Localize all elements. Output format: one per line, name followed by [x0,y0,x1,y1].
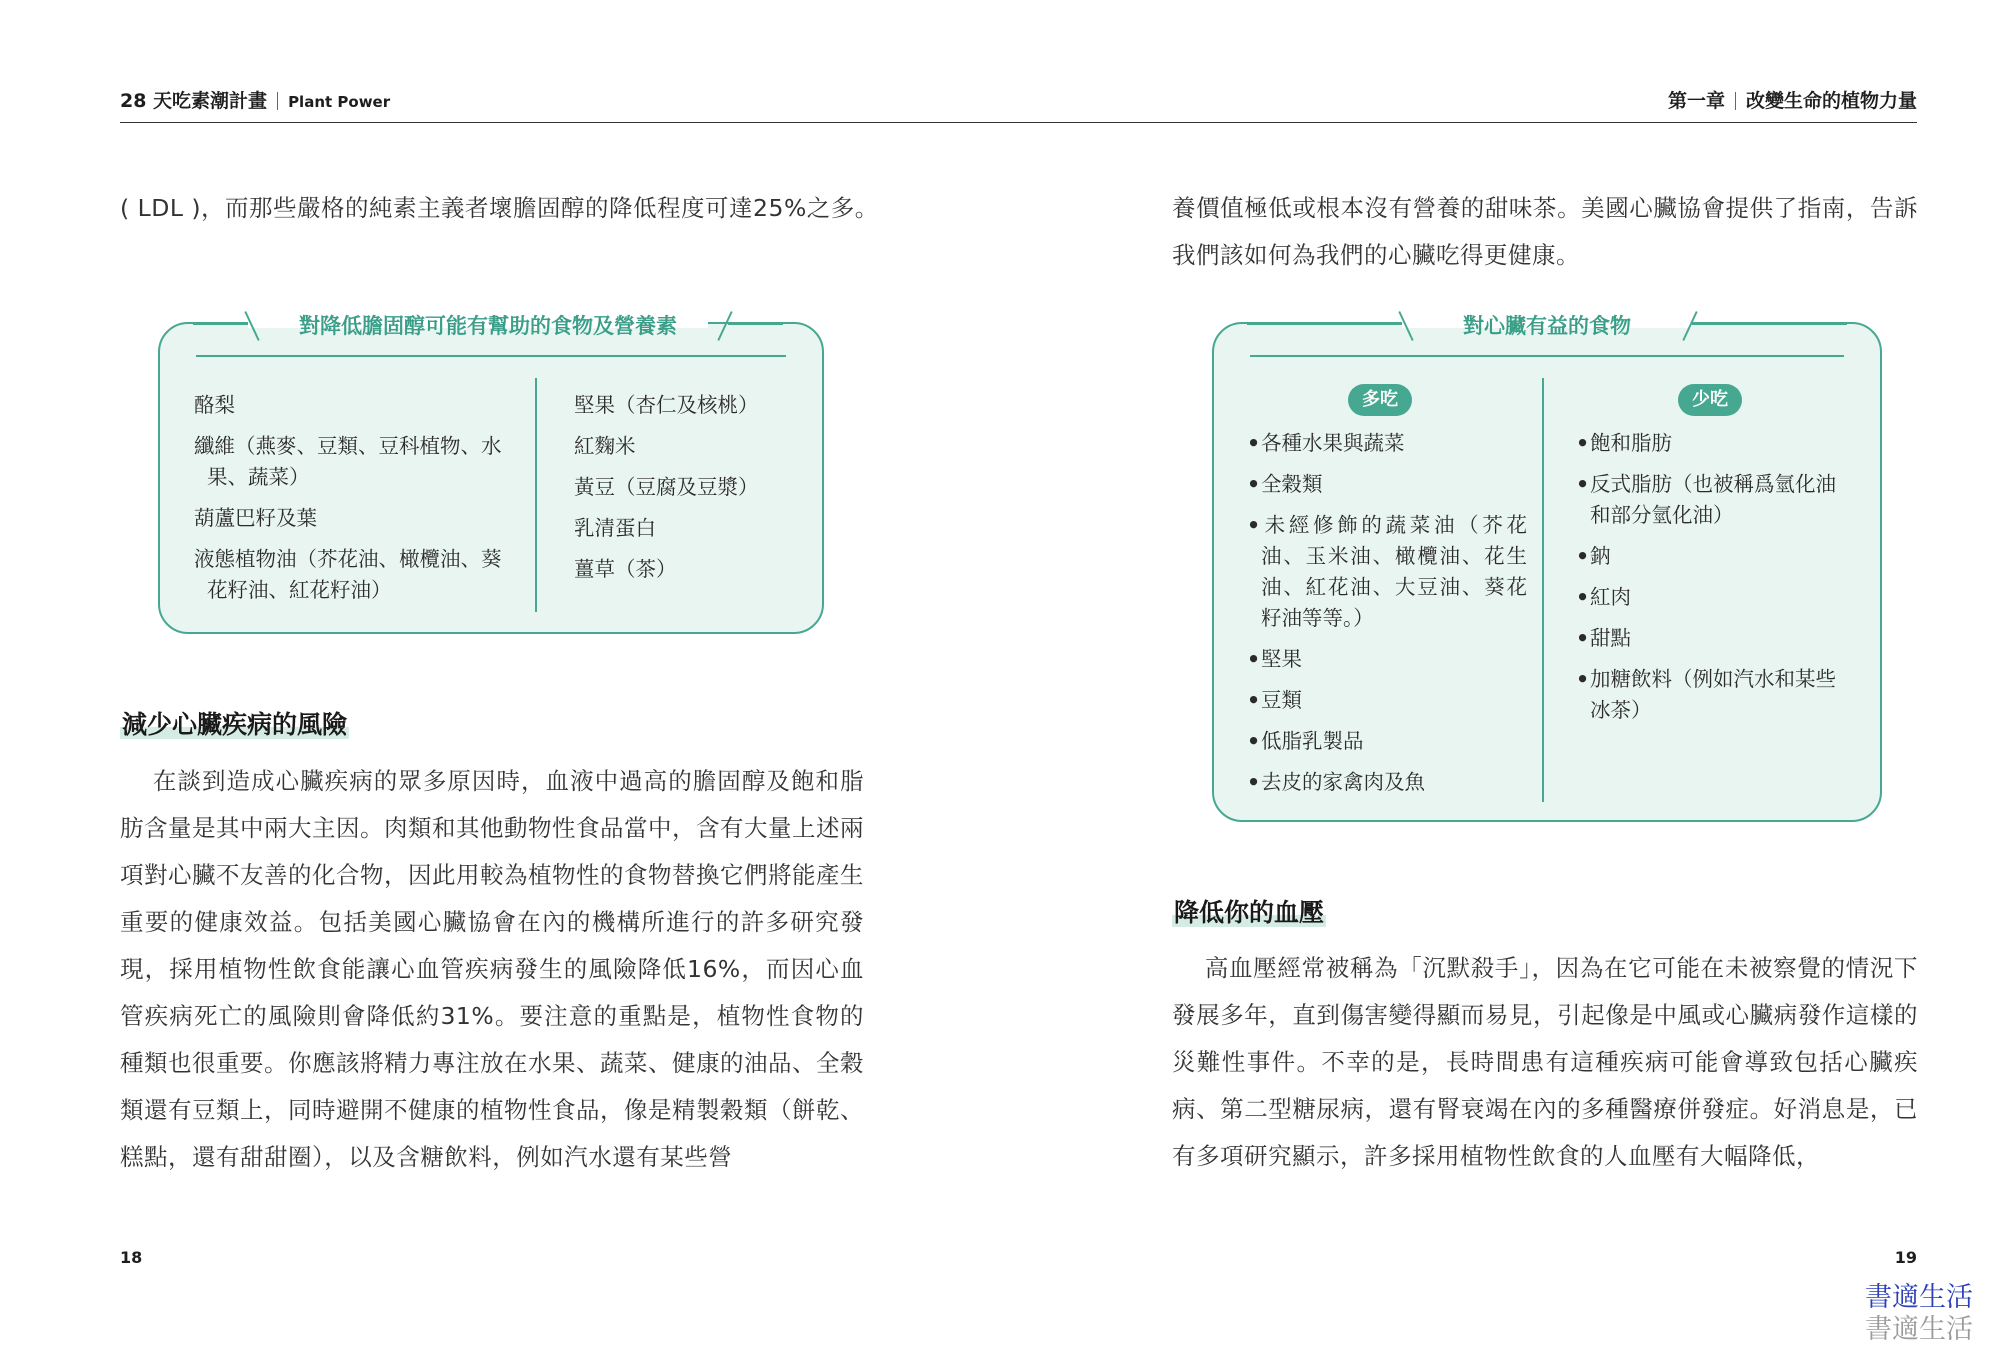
header-rule [120,122,1917,123]
list-item: 葫蘆巴籽及葉 [194,506,317,530]
list-item: 薑草（茶） [574,557,677,581]
left-intro-line: ( LDL )，而那些嚴格的純素主義者壞膽固醇的降低程度可達25%之多。 [120,194,879,222]
box-column-divider [535,378,537,612]
list-item: • 各種水果與蔬菜 [1247,428,1527,459]
list-item: • 去皮的家禽肉及魚 [1247,767,1527,798]
box-underline [196,355,786,357]
box-column-right [574,390,804,595]
list-item: • 甜點 [1576,623,1856,654]
running-header-left [120,86,390,113]
publisher-watermark [1865,1282,1973,1346]
box-underline [1250,355,1844,357]
list-item: • 豆類 [1247,685,1527,716]
left-body-paragraph: 在談到造成心臟疾病的眾多原因時，血液中過高的膽固醇及飽和脂肪含量是其中兩大主因。肉類和其他動物性食品當中，含有大量上述兩項對心臟不友善的化合物，因此用較為植物性的食物替換它們將能產生重要的健康效益。包括美國心臟協會在內的機構所進行的許多研究發現，採用植物性飲食能讓心血管疾病發生的風險降低16%，而因心血管疾病死亡的風險則會降低約31%。要注意的重點是，植物性食物的種類也很重要。你應該將精力專注放在水果、蔬菜、健康的油品、全穀類還有豆類上，同時避開不健康的植物性食品，像是精製穀類（餅乾、糕點，還有甜甜圈），以及含糖飲料，例如汽水還有某些營 [120,767,864,1171]
box-column-divider [1542,378,1544,802]
chapter-title: 改變生命的植物力量 [1745,90,1917,112]
box-title: 對降低膽固醇可能有幫助的食物及營養素 [299,314,677,338]
list-item: • 未經修飾的蔬菜油（芥花油、玉米油、橄欖油、花生油、紅花油、大豆油、葵花籽油等等。） [1247,510,1527,634]
box-top-left-line [1247,323,1402,325]
box-top-left-line [193,323,248,325]
box-top-right-line [1692,323,1847,325]
chapter-number: 第一章 [1667,90,1725,112]
list-item: 纖維（燕麥、豆類、豆科植物、水果、蔬菜） [194,434,502,489]
watermark-line-1: 書適生活 [1865,1282,1973,1313]
list-item: • 鈉 [1576,541,1856,572]
less-eat-list [1576,428,1856,736]
list-item: • 紅肉 [1576,582,1856,613]
list-item: 紅麴米 [574,434,636,458]
book-subtitle: Plant Power [288,93,391,111]
header-separator [277,92,278,110]
section-heading-heart-risk: 減少心臟疾病的風險 [122,710,348,739]
list-item: • 飽和脂肪 [1576,428,1856,459]
list-item: • 堅果 [1247,644,1527,675]
list-item: • 低脂乳製品 [1247,726,1527,757]
box-column-left [194,390,512,616]
running-header-right [1668,86,1917,113]
list-item: • 反式脂肪（也被稱爲氫化油和部分氫化油） [1576,469,1856,531]
cholesterol-food-box [158,314,824,634]
more-eat-list [1247,428,1527,808]
list-item: 乳清蛋白 [574,516,656,540]
watermark-line-2: 書適生活 [1865,1314,1973,1345]
right-body-paragraph: 高血壓經常被稱為「沉默殺手」，因為在它可能在未被察覺的情況下發展多年，直到傷害變得顯而易見，引起像是中風或心臟病發作這樣的災難性事件。不幸的是，長時間患有這種疾病可能會導致包括心臟疾病、第二型糖尿病，還有腎衰竭在內的多種醫療併發症。好消息是，已有多項研究顯示，許多採用植物性飲食的人血壓有大幅降低， [1172,954,1918,1170]
section-heading-blood-pressure: 降低你的血壓 [1174,898,1325,927]
less-eat-badge: 少吃 [1678,384,1742,416]
more-eat-badge: 多吃 [1348,384,1412,416]
list-item: 液態植物油（芥花油、橄欖油、葵花籽油、紅花籽油） [194,547,502,602]
box-top-right-line [728,323,783,325]
list-item: • 加糖飲料（例如汽水和某些冰茶） [1576,664,1856,726]
book-title: 28 天吃素潮計畫 [120,90,268,112]
page-number-left: 18 [120,1248,143,1267]
header-separator [1735,92,1736,110]
list-item: 黃豆（豆腐及豆漿） [574,475,759,499]
box-title: 對心臟有益的食物 [1463,314,1631,338]
right-intro-paragraph: 養價值極低或根本沒有營養的甜味茶。美國心臟協會提供了指南，告訴我們該如何為我們的心臟吃得更健康。 [1172,194,1918,269]
list-item: • 全穀類 [1247,469,1527,500]
page-number-right: 19 [1894,1248,1917,1267]
list-item: 堅果（杏仁及核桃） [574,393,759,417]
list-item: 酪梨 [194,393,235,417]
heart-food-box [1212,314,1882,822]
